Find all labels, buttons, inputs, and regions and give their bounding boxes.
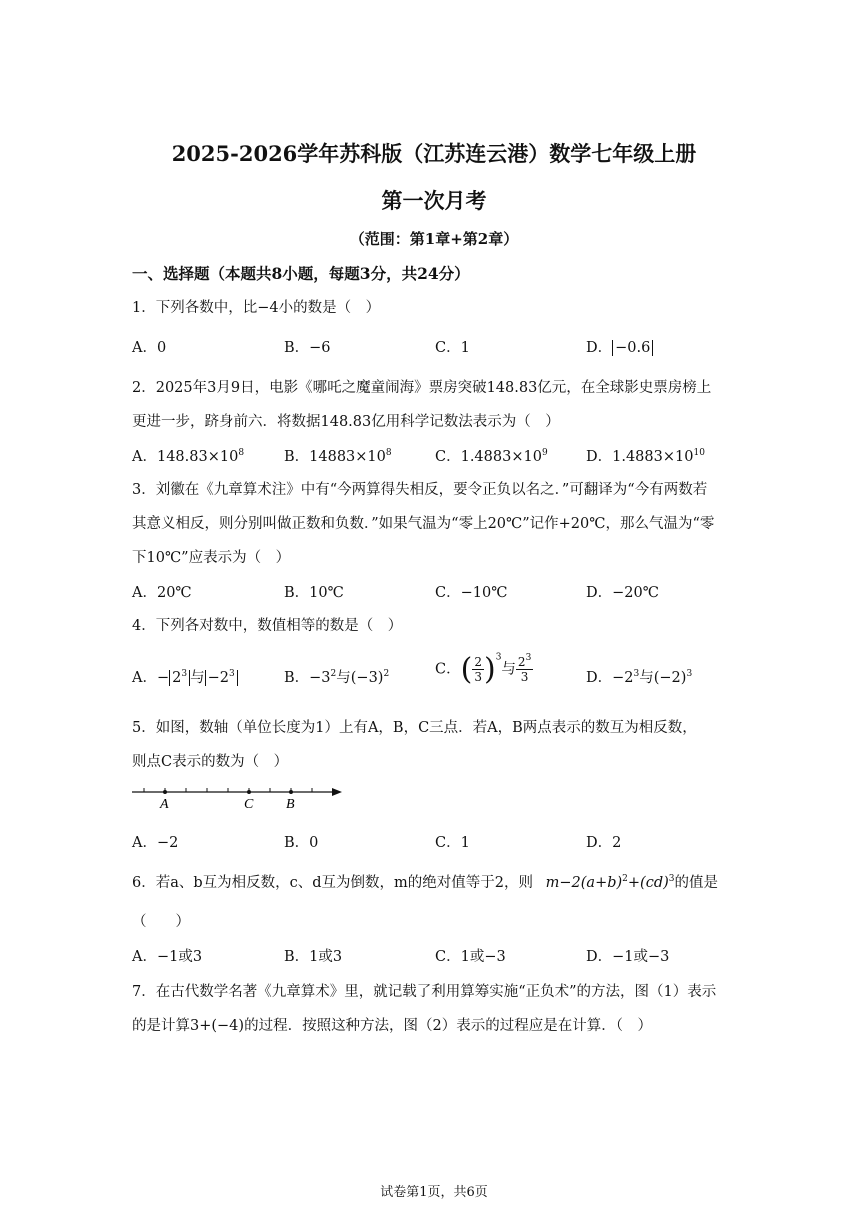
- q2-a-base: A．148.83×10: [132, 449, 239, 465]
- page-footer: 试卷第1页，共6页: [380, 1185, 488, 1200]
- q4-option-c: [435, 652, 533, 687]
- question-2-line1: 2．2025年3月9日，电影《哪吒之魔童闹海》票房突破148.83亿元，在全球影史票房榜上: [132, 380, 712, 396]
- q3-option-b: B．10℃: [284, 585, 344, 601]
- q1-option-d: [586, 336, 653, 357]
- point-b-label: B: [286, 797, 295, 812]
- q4-a-abs1-base: 2: [172, 670, 182, 686]
- q4-d-mid: 与(−2): [639, 670, 687, 686]
- q6-line1-text: 6．若a、b互为相反数，c、d互为倒数，m的绝对值等于2，则: [132, 875, 534, 891]
- q6-expression-exp1: 2: [622, 874, 628, 884]
- section-heading: 一、选择题（本题共8小题，每题3分，共24分）: [132, 264, 470, 283]
- q6-option-b: B．1或3: [284, 949, 343, 965]
- q4-c-mid: 与: [501, 661, 516, 678]
- question-6-line1: [132, 871, 718, 892]
- q5-option-c: C．1: [435, 835, 470, 851]
- question-3-line3: 下10℃”应表示为（ ）: [132, 550, 291, 566]
- q4-option-d: [586, 666, 692, 687]
- q4-d-exp2: 3: [686, 669, 693, 679]
- q5-option-a: A．−2: [132, 835, 179, 851]
- question-3-line1: 3．刘徽在《九章算术注》中有“今两算得失相反，要令正负以名之．”可翻译为“今有两数若: [132, 482, 708, 498]
- q6-option-c: C．1或−3: [435, 949, 506, 965]
- q4-a-abs2-base: −2: [207, 670, 229, 686]
- q4-a-abs1: [169, 670, 190, 686]
- number-line-figure: [128, 778, 348, 812]
- point-a-label: A: [160, 797, 169, 812]
- q4-c-num: 2: [474, 655, 482, 669]
- q2-option-c: [435, 445, 548, 466]
- question-2-line2: 更进一步，跻身前六．将数据148.83亿用科学记数法表示为（ ）: [132, 414, 560, 430]
- q2-d-exp: 10: [693, 448, 705, 458]
- q1-option-d-prefix: D．: [586, 340, 613, 356]
- point-a-dot: [163, 790, 167, 794]
- q4-a-prefix: A．−: [132, 670, 170, 686]
- q4-c-rparen: ): [483, 652, 496, 687]
- q4-a-abs2: [205, 670, 238, 686]
- q6-expression: m−2(a+b): [545, 875, 623, 891]
- q4-b-exp2: 2: [383, 669, 390, 679]
- q4-c-lparen: (: [460, 652, 473, 687]
- q6-option-d: D．−1或−3: [586, 949, 670, 965]
- exam-title-line2: 第一次月考: [381, 188, 487, 213]
- question-5-line1: 5．如图，数轴（单位长度为1）上有A，B，C三点．若A，B两点表示的数互为相反数，: [132, 720, 697, 736]
- q4-option-a: [132, 666, 238, 687]
- q1-option-a: A．0: [132, 340, 167, 356]
- exam-title-line1: 2025-2026学年苏科版（江苏连云港）数学七年级上册: [171, 141, 697, 166]
- q4-option-b: [284, 666, 389, 687]
- q4-c-fraction2: [516, 655, 533, 684]
- q6-option-a: A．−1或3: [132, 949, 203, 965]
- question-7-line1: 7．在古代数学名著《九章算术》里，就记载了利用算筹实施“正负术”的方法，图（1）表示: [132, 984, 717, 1000]
- q2-c-exp: 9: [541, 448, 548, 458]
- q4-a-abs1-exp: 3: [181, 669, 188, 679]
- q2-option-a: [132, 445, 244, 466]
- q4-b-mid: 与(−3): [336, 670, 384, 686]
- point-c-label: C: [244, 797, 254, 812]
- question-3-line2: 其意义相反，则分别叫做正数和负数．”如果气温为“零上20℃”记作+20℃，那么气温为“零: [132, 516, 715, 532]
- question-5-line2: 则点C表示的数为（ ）: [132, 754, 289, 770]
- q4-b-exp1: 2: [330, 669, 337, 679]
- q4-c-num2: 2: [517, 655, 526, 669]
- q4-c-prefix: C．: [435, 661, 461, 678]
- q2-b-exp: 8: [385, 448, 392, 458]
- q4-c-num2-wrap: [516, 655, 533, 670]
- q2-d-base: D．1.4883×10: [586, 449, 694, 465]
- question-6-line2: （ ）: [132, 914, 190, 930]
- point-c-dot: [247, 790, 251, 794]
- point-b-dot: [289, 790, 293, 794]
- q6-line1-end: 的值是: [674, 875, 718, 891]
- q4-c-den2: 3: [520, 670, 529, 684]
- q4-a-abs2-exp: 3: [228, 669, 235, 679]
- q4-c-num2-exp: 3: [525, 653, 532, 663]
- q2-option-d: [586, 445, 705, 466]
- q3-option-c: C．−10℃: [435, 585, 508, 601]
- number-line-arrow: [332, 788, 342, 796]
- question-4-stem: 4．下列各对数中，数值相等的数是（ ）: [132, 618, 403, 634]
- q4-c-exp: 3: [495, 652, 502, 663]
- q3-option-a: A．20℃: [132, 585, 192, 601]
- q1-option-b: B．−6: [284, 340, 331, 356]
- exam-scope: （范围：第1章+第2章）: [349, 230, 519, 248]
- q2-option-b: [284, 445, 392, 466]
- q5-option-b: B．0: [284, 835, 319, 851]
- q1-option-c: C．1: [435, 340, 470, 356]
- q4-c-fraction1: [472, 655, 484, 684]
- q4-c-den: 3: [474, 670, 482, 684]
- q6-expression-mid: +(cd): [627, 875, 669, 891]
- q5-option-d: D．2: [586, 835, 622, 851]
- q6-expression-exp2: 3: [668, 874, 675, 884]
- question-7-line2: 的是计算3+(−4)的过程．按照这种方法，图（2）表示的过程应是在计算．（ ）: [132, 1018, 653, 1034]
- q2-b-base: B．14883×10: [284, 449, 386, 465]
- q3-option-d: D．−20℃: [586, 585, 659, 601]
- q4-d-prefix: D．−2: [586, 670, 634, 686]
- question-1-stem: 1．下列各数中，比−4小的数是（ ）: [132, 300, 381, 316]
- q4-a-mid: 与: [190, 670, 205, 686]
- q2-c-base: C．1.4883×10: [435, 449, 542, 465]
- q1-option-d-value: −0.6: [612, 340, 653, 356]
- q4-d-exp1: 3: [633, 669, 640, 679]
- q4-b-prefix: B．−3: [284, 670, 331, 686]
- q2-a-exp: 8: [238, 448, 245, 458]
